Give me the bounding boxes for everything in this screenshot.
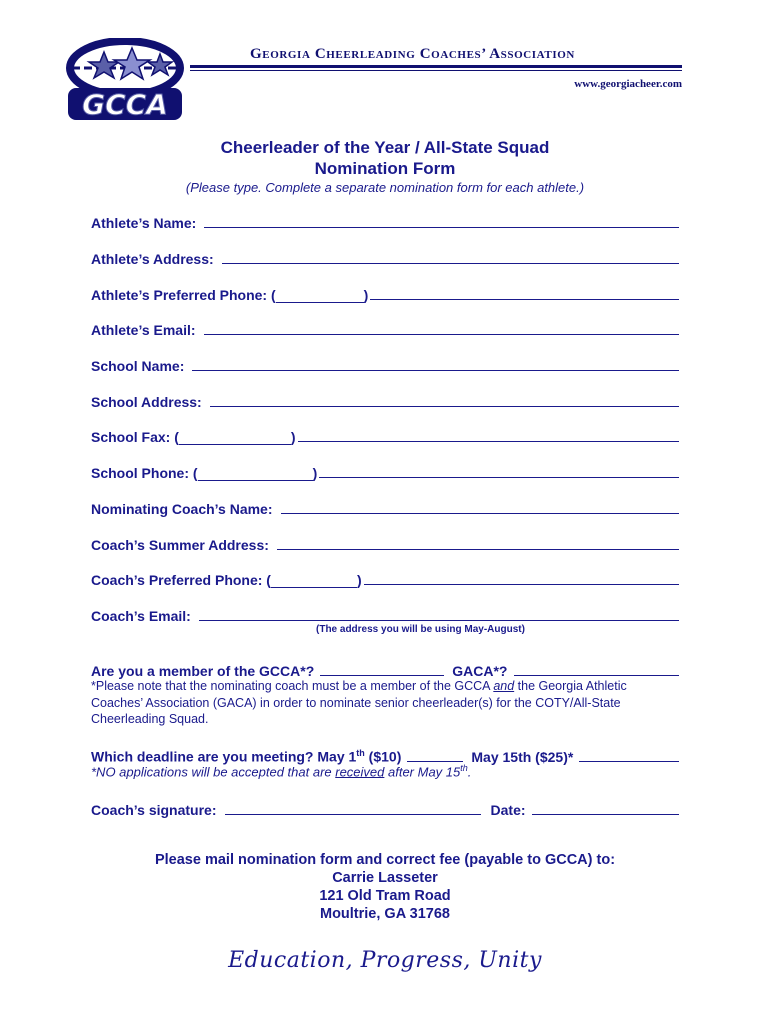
coach-name-field[interactable] — [91, 497, 679, 517]
school-phone-field[interactable] — [91, 461, 679, 481]
coach-phone-area-code[interactable] — [271, 573, 357, 588]
svg-text:GCCA: GCCA — [82, 88, 168, 121]
coach-phone-label: Coach’s Preferred Phone: ( ) — [91, 572, 362, 588]
mail-recipient: Carrie Lasseter — [332, 870, 438, 886]
athlete-address-field[interactable] — [91, 247, 679, 267]
school-address-label: School Address: — [91, 394, 202, 410]
coach-name-label: Nominating Coach’s Name: — [91, 501, 273, 517]
athlete-email-label: Athlete’s Email: — [91, 322, 196, 338]
form-title: Cheerleader of the Year / All-State Squad — [220, 138, 550, 157]
athlete-phone-field[interactable] — [91, 283, 679, 303]
athlete-name-label: Athlete’s Name: — [91, 215, 197, 231]
gcca-member-line[interactable] — [320, 675, 444, 676]
membership-note: *Please note that the nominating coach must be a member of the GCCA and the Georgia Athletic Coaches’ Association (GACA) in order to nominate senior cheerleader(s) for the COTY/All-State Cheerleading Squad. — [91, 679, 627, 726]
school-phone-area-code[interactable] — [198, 466, 313, 481]
school-address-line[interactable] — [210, 406, 679, 407]
athlete-email-field[interactable] — [91, 318, 679, 338]
coach-summer-address-line[interactable] — [277, 549, 679, 550]
membership-question: Are you a member of the GCCA*? — [91, 663, 315, 679]
membership-row — [91, 659, 679, 679]
header-rule-thin — [190, 70, 682, 71]
signature-row — [91, 798, 679, 818]
date-line[interactable] — [532, 814, 679, 815]
school-name-label: School Name: — [91, 358, 185, 374]
school-fax-field[interactable] — [91, 425, 679, 445]
school-fax-label: School Fax: ( ) — [91, 429, 296, 445]
deadline-row — [91, 745, 679, 765]
may1-line[interactable] — [407, 761, 463, 762]
deadline-note: *NO applications will be accepted that are received after May 15th. — [91, 763, 472, 780]
coach-email-label: Coach’s Email: — [91, 608, 191, 624]
school-name-field[interactable] — [91, 354, 679, 374]
org-name: Georgia Cheerleading Coaches’ Association — [250, 46, 575, 62]
school-name-line[interactable] — [192, 370, 679, 371]
address-note: (The address you will be using May-August) — [316, 624, 525, 635]
coach-summer-address-label: Coach’s Summer Address: — [91, 537, 269, 553]
mail-instructions: Please mail nomination form and correct fee (payable to GCCA) to: — [154, 852, 616, 868]
motto: Education, Progress, Unity — [228, 948, 542, 973]
athlete-address-line[interactable] — [222, 263, 679, 264]
school-address-field[interactable] — [91, 390, 679, 410]
gcca-logo-graphic — [66, 38, 184, 122]
coach-summer-address-field[interactable] — [91, 533, 679, 553]
header-rule-thick — [190, 65, 682, 68]
mail-city: Moultrie, GA 31768 — [319, 906, 450, 922]
may15-line[interactable] — [579, 761, 679, 762]
may15-option: May 15th ($25)* — [471, 749, 574, 765]
date-label: Date: — [490, 802, 526, 818]
school-phone-line[interactable] — [319, 477, 679, 478]
coach-email-field[interactable] — [91, 604, 679, 624]
school-fax-line[interactable] — [298, 441, 679, 442]
school-phone-label: School Phone: ( ) — [91, 465, 318, 481]
form-subtitle: Nomination Form — [314, 159, 456, 178]
athlete-phone-label: Athlete’s Preferred Phone: ( ) — [91, 287, 369, 303]
coach-phone-field[interactable] — [91, 568, 679, 588]
athlete-name-field[interactable] — [91, 211, 679, 231]
gaca-question: GACA*? — [452, 663, 508, 679]
school-fax-area-code[interactable] — [179, 430, 291, 445]
athlete-phone-area-code[interactable] — [276, 288, 364, 303]
deadline-question: Which deadline are you meeting? May 1th ($10) — [91, 748, 402, 765]
website-link[interactable]: www.georgiacheer.com — [574, 78, 682, 90]
gaca-member-line[interactable] — [514, 675, 680, 676]
coach-email-line[interactable] — [199, 620, 679, 621]
coach-phone-line[interactable] — [364, 584, 679, 585]
signature-label: Coach’s signature: — [91, 802, 217, 818]
athlete-address-label: Athlete’s Address: — [91, 251, 214, 267]
gcca-logo — [66, 38, 184, 122]
form-instructions: (Please type. Complete a separate nomination form for each athlete.) — [185, 180, 585, 195]
athlete-email-line[interactable] — [204, 334, 679, 335]
athlete-name-line[interactable] — [204, 227, 679, 228]
coach-name-line[interactable] — [281, 513, 679, 514]
athlete-phone-line[interactable] — [370, 299, 679, 300]
mail-street: 121 Old Tram Road — [319, 888, 451, 904]
signature-line[interactable] — [225, 814, 481, 815]
